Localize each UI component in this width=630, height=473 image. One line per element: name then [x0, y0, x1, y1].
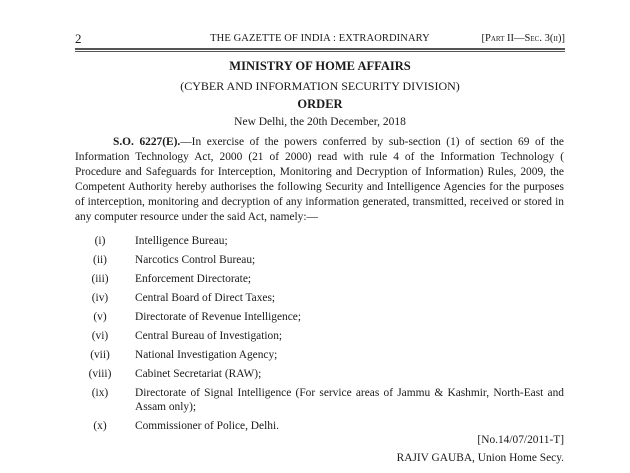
- list-item: [75, 348, 564, 362]
- item-numeral: (ix): [91, 387, 109, 399]
- running-header: [75, 33, 565, 47]
- list-item: [75, 310, 564, 324]
- item-numeral: (vii): [90, 349, 110, 361]
- part-section: [Part II—Sec. 3(ii)]: [481, 33, 565, 44]
- list-item: [75, 272, 564, 286]
- agency-list: [75, 234, 564, 438]
- agency-name: National Investigation Agency;: [135, 349, 278, 361]
- header-rule-top: [75, 48, 565, 50]
- division-heading: (CYBER AND INFORMATION SECURITY DIVISION): [180, 79, 460, 93]
- ministry-heading: MINISTRY OF HOME AFFAIRS: [229, 59, 411, 73]
- publication-title: THE GAZETTE OF INDIA : EXTRAORDINARY: [210, 33, 430, 44]
- agency-name: Directorate of Revenue Intelligence;: [135, 311, 302, 323]
- list-item: [75, 291, 564, 305]
- item-numeral: (vi): [91, 330, 109, 342]
- file-reference: [No.14/07/2011-T]: [477, 434, 564, 446]
- notification-text: —In exercise of the powers conferred by sub-section (1) of section 69 of the Information Technology Act, 2000 (21 of 2000) read with rule 4 of the Information Technology ( Procedure and Safeguards for Interception, Monitoring and Decryption of Information) Rules, 2009, the Competent Authority hereby authorises the following Security and Intelligence Agencies for the purposes of interception, monitoring and decryption of any information generated, transmitted, received or stored in any computer resource under the said Act, namely:—: [75, 136, 564, 223]
- order-heading: ORDER: [297, 97, 343, 111]
- list-item: [75, 419, 564, 433]
- notification-number: S.O. 6227(E).: [113, 136, 181, 148]
- agency-name: Enforcement Directorate;: [135, 273, 252, 285]
- list-item: [75, 253, 564, 267]
- page-number: 2: [75, 31, 82, 46]
- signatory: RAJIV GAUBA, Union Home Secy.: [396, 452, 564, 464]
- list-item: [75, 234, 564, 248]
- item-numeral: (x): [93, 420, 107, 432]
- agency-name: Directorate of Signal Intelligence (For service areas of Jammu & Kashmir, North-East and Assam only);: [135, 387, 564, 413]
- header-rule-bottom: [75, 51, 565, 52]
- item-numeral: (i): [94, 235, 106, 247]
- list-item: [75, 386, 564, 414]
- agency-name: Central Board of Direct Taxes;: [135, 292, 276, 304]
- agency-name: Commissioner of Police, Delhi.: [135, 420, 279, 432]
- item-numeral: (iii): [91, 273, 109, 285]
- item-numeral: (viii): [88, 368, 112, 380]
- item-numeral: (v): [93, 311, 107, 323]
- agency-name: Central Bureau of Investigation;: [135, 330, 283, 342]
- agency-name: Intelligence Bureau;: [135, 235, 228, 247]
- item-numeral: (ii): [93, 254, 107, 266]
- list-item: [75, 367, 564, 381]
- list-item: [75, 329, 564, 343]
- item-numeral: (iv): [91, 292, 109, 304]
- agency-name: Narcotics Control Bureau;: [135, 254, 256, 266]
- agency-name: Cabinet Secretariat (RAW);: [135, 368, 262, 380]
- date-line: New Delhi, the 20th December, 2018: [234, 116, 406, 128]
- notification-paragraph: [75, 135, 564, 225]
